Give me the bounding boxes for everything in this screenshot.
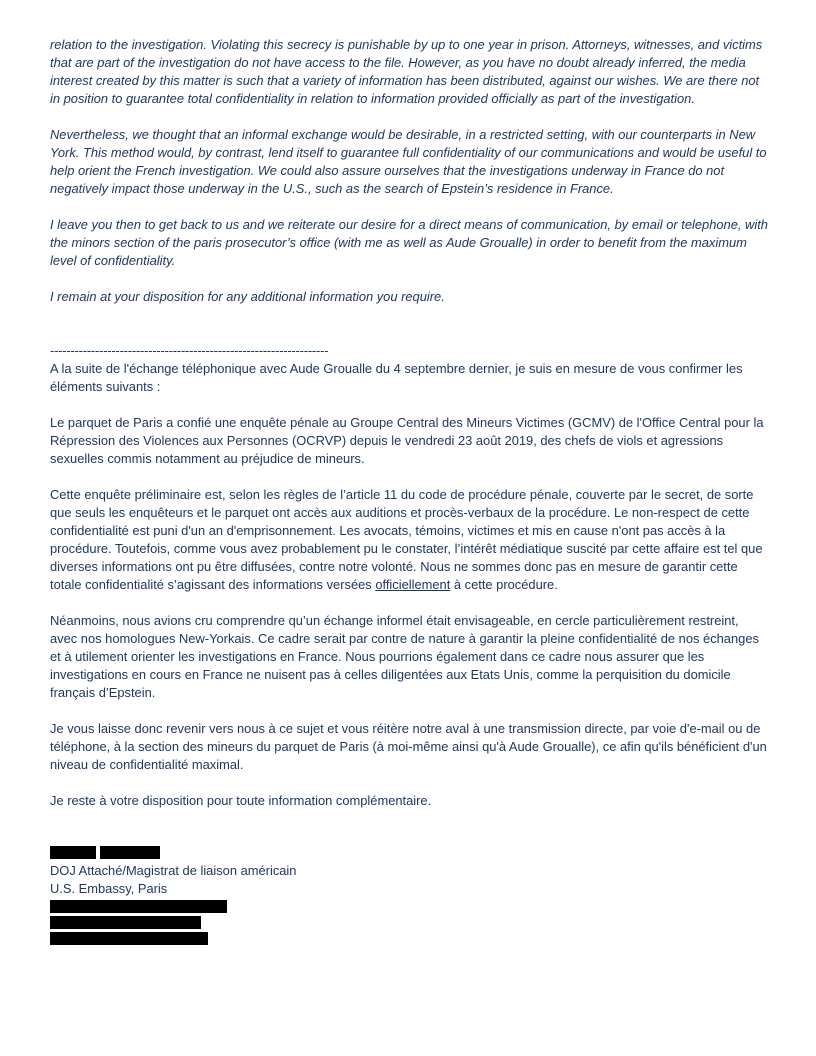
french-paragraph-3-end: à cette procédure. — [450, 577, 558, 592]
french-paragraph-2: Le parquet de Paris a confié une enquête pénale au Groupe Central des Mineurs Victimes (GCMV) de l'Office Central pour la Répression des Violences aux Personnes (OCRVP) depuis le vendredi 23 août 2019, des chefs de viols et agressions sexuelles commis notamment au préjudice de mineurs. — [50, 415, 764, 466]
email-body — [50, 36, 768, 948]
signature-location: U.S. Embassy, Paris — [50, 881, 168, 896]
french-paragraph-5: Je vous laisse donc revenir vers nous à ce sujet et vous réitère notre aval à une transmission directe, par voie d'e-mail ou de téléphone, à la section des mineurs du parquet de Paris (à moi-même ainsi qu'à Aude Groualle), ce afin qu'ils bénéficient d'un niveau de confidentialité maximal. — [50, 721, 767, 772]
redaction-bar — [100, 846, 160, 859]
french-paragraph-3 — [50, 486, 768, 594]
english-paragraph-2: Nevertheless, we thought that an informal exchange would be desirable, in a restricted setting, with our counterparts in New York. This method would, by contrast, lend itself to guarantee full confidentiality of our communications and would be useful to help orient the French investigation. We could also assure ourselves that the investigations underway in France do not negatively impact those underway in the U.S., such as the search of Epstein’s residence in France. — [50, 127, 767, 196]
redaction-bar — [50, 846, 96, 859]
english-paragraph-1: relation to the investigation. Violating this secrecy is punishable by up to one year in prison. Attorneys, witnesses, and victims that are part of the investigation do not have access to the file. However, as you have no doubt already inferred, the media interest created by this matter is such that a variety of information has been distributed, against our wishes. We are there not in position to guarantee total confidentiality in relation to information provided officially as part of the investigation. — [50, 37, 763, 106]
redaction-bar — [50, 932, 208, 945]
signature-title: DOJ Attaché/Magistrat de liaison américain — [50, 863, 297, 878]
french-paragraph-6: Je reste à votre disposition pour toute information complémentaire. — [50, 793, 432, 808]
redaction-bar — [50, 900, 227, 913]
english-paragraph-4: I remain at your disposition for any additional information you require. — [50, 289, 445, 304]
french-paragraph-1: A la suite de l'échange téléphonique avec Aude Groualle du 4 septembre dernier, je suis en mesure de vous confirmer les éléments suivants : — [50, 361, 743, 394]
redaction-bar — [50, 916, 201, 929]
english-paragraph-3: I leave you then to get back to us and we reiterate our desire for a direct means of communication, by email or telephone, with the minors section of the paris prosecutor’s office (with me as well as Aude Groualle) in order to benefit from the maximum level of confidentiality. — [50, 217, 768, 268]
separator-line: -------------------------------------------------------------------- — [50, 343, 329, 358]
redacted-name — [50, 846, 768, 859]
french-paragraph-3-text: Cette enquête préliminaire est, selon les règles de l’article 11 du code de procédure pénale, couverte par le secret, de sorte que seuls les enquêteurs et le parquet ont accès aux auditions et procès-verbaux de la procédure. Le non-respect de cette confidentialité est puni d'un an d'emprisonnement. Les avocats, témoins, victimes et mis en cause n'ont pas accès à la procédure. Toutefois, comme vous avez probablement pu le constater, l’intérêt médiatique suscité par cette affaire est tel que diverses informations ont pu être diffusées, contre notre volonté. Nous ne sommes donc pas en mesure de garantir cette totale confidentialité s’agissant des informations versées — [50, 487, 763, 592]
underlined-word: officiellement — [375, 577, 451, 592]
french-paragraph-4: Néanmoins, nous avions cru comprendre qu’un échange informel était envisageable, en cercle particulièrement restreint, avec nos homologues New-Yorkais. Ce cadre serait par contre de nature à garantir la pleine confidentialité de nos échanges et à utilement orienter les investigations en France. Nous pourrions également dans ce cadre nous assurer que les investigations en cours en France ne nuisent pas à celles diligentées aux Etats Unis, comme la perquisition du domicile français d’Epstein. — [50, 613, 759, 700]
